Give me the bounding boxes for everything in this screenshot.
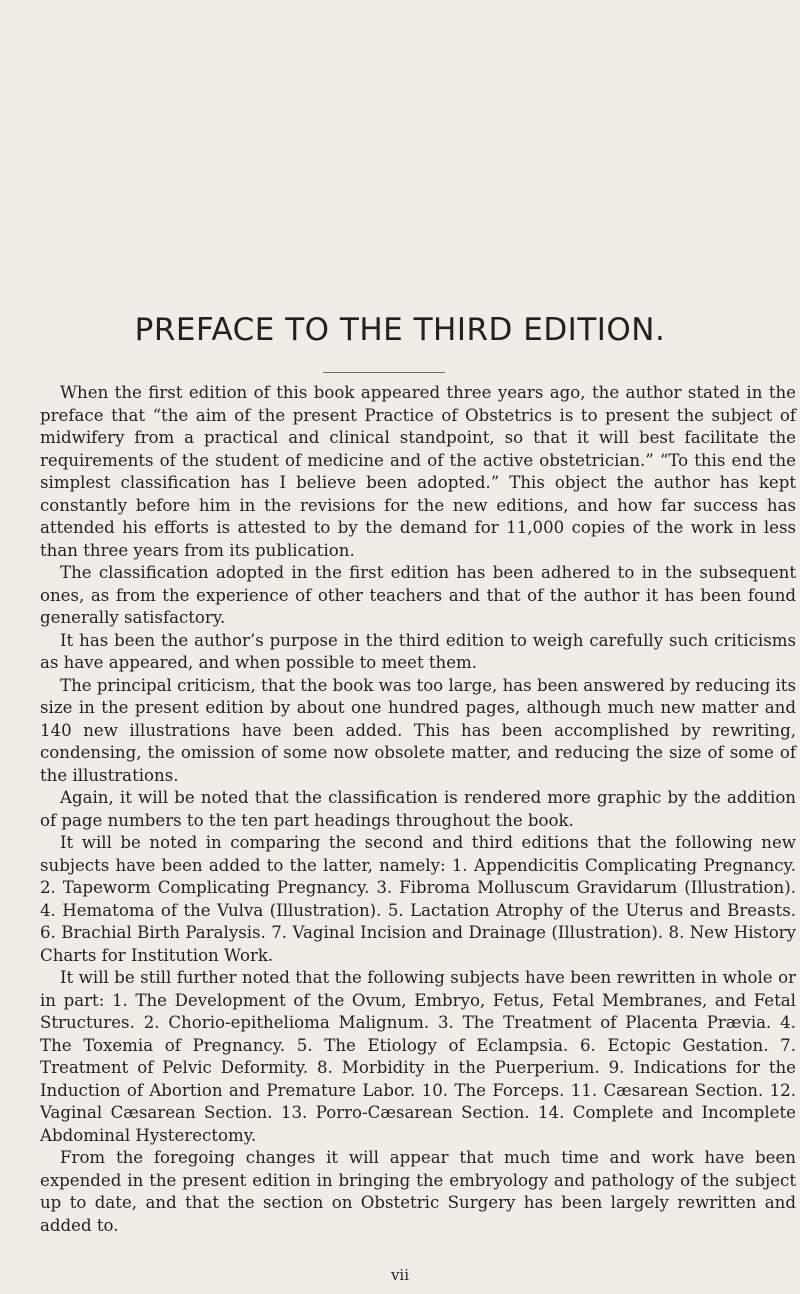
- paragraph: The classification adopted in the first edition has been adhered to in the subsequent ones, as from the experience of other teachers and that of the author it has been found generally satisfactory.: [40, 563, 796, 627]
- paragraph: The principal criticism, that the book was too large, has been answered by reducing its size in the present edition by about one hundred pages, although much new matter and 140 new illustrations have been added. This has been accomplished by rewriting, condensing, the omission of some now obsolete matter, and reducing the size of some of the illustrations.: [40, 675, 796, 785]
- paragraph: It has been the author’s purpose in the third edition to weigh carefully such criticisms as have appeared, and when possible to meet them.: [40, 630, 796, 672]
- paragraph: It will be still further noted that the following subjects have been rewritten in whole or in part: 1. The Development of the Ovum, Embryo, Fetus, Fetal Membranes, and Fetal Structures. 2. Chorio-epithelioma Malignum. 3. The Treatment of Placenta Prævia. 4. The Toxemia of Pregnancy. 5. The Etiology of Eclampsia. 6. Ectopic Gestation. 7. Treatment of Pelvic Deformity. 8. Morbidity in the Puerperium. 9. Indications for the Induction of Abortion and Premature Labor. 10. The Forceps. 11. Cæsarean Section. 12. Vaginal Cæsarean Section. 13. Porro-Cæsarean Section. 14. Complete and Incomplete Abdominal Hysterectomy.: [40, 968, 796, 1145]
- paragraph: When the first edition of this book appeared three years ago, the author stated in the preface that “the aim of the present Practice of Obstetrics is to present the subject of midwifery from a practical and clinical standpoint, so that it will best facilitate the requirements of the student of medicine and of the active obstetrician.” “To this end the simplest classification has I believe been adopted.” This object the author has kept constantly before him in the revisions for the new editions, and how far success has attended his efforts is attested to by the demand for 11,000 copies of the work in less than three years from its publication.: [40, 383, 796, 560]
- title-divider: [323, 372, 445, 373]
- preface-body: [40, 382, 796, 1237]
- page-title: PREFACE TO THE THIRD EDITION.: [134, 312, 666, 348]
- paragraph: Again, it will be noted that the classification is rendered more graphic by the addition of page numbers to the ten part headings throughout the book.: [40, 788, 796, 830]
- paragraph: From the foregoing changes it will appear that much time and work have been expended in the present edition in bringing the embryology and pathology of the subject up to date, and that the section on Obstetric Surgery has been largely rewritten and added to.: [40, 1148, 796, 1235]
- paragraph: It will be noted in comparing the second and third editions that the following new subjects have been added to the latter, namely: 1. Appendicitis Complicating Pregnancy. 2. Tapeworm Complicating Pregnancy. 3. Fibroma Molluscum Gravidarum (Illustration). 4. Hematoma of the Vulva (Illustration). 5. Lactation Atrophy of the Uterus and Breasts. 6. Brachial Birth Paralysis. 7. Vaginal Incision and Drainage (Illustration). 8. New History Charts for Institution Work.: [40, 833, 796, 965]
- page-number: vii: [390, 1266, 410, 1284]
